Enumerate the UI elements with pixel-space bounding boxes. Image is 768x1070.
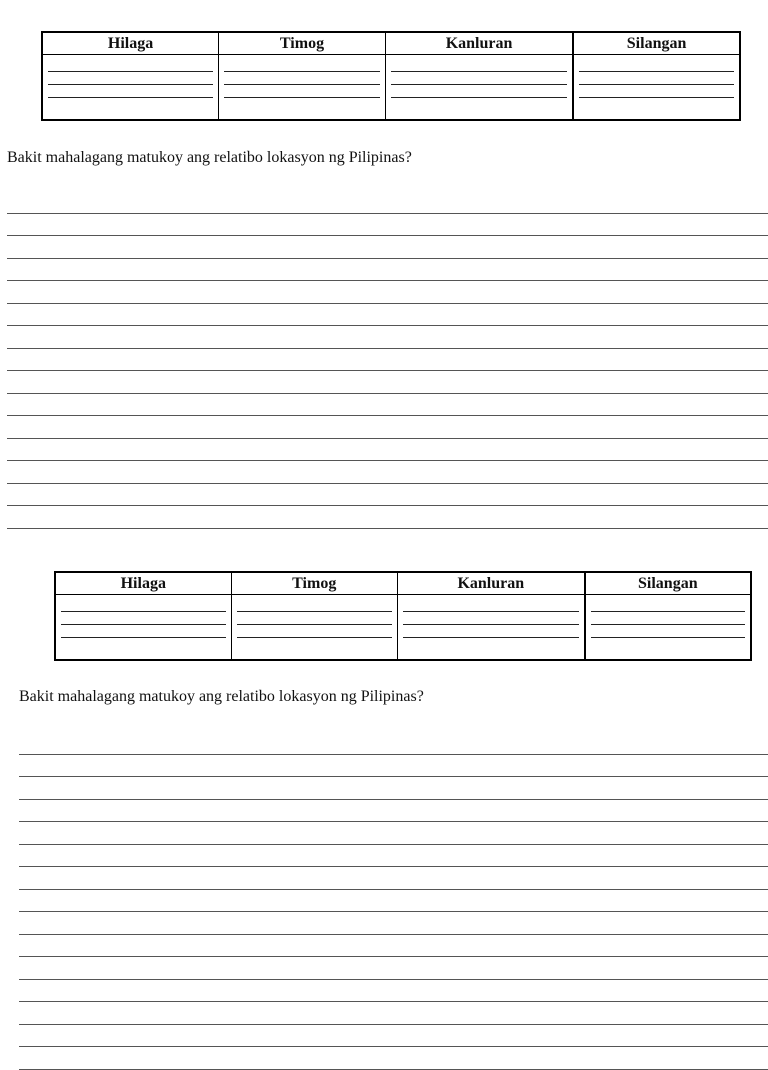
answer-line: [19, 777, 768, 800]
header-hilaga: Hilaga: [42, 32, 219, 55]
blank-line: [403, 637, 579, 638]
blank-line: [391, 84, 567, 85]
blank-line: [224, 84, 380, 85]
answer-line: [19, 935, 768, 958]
blank-line: [48, 71, 213, 72]
answer-line: [7, 461, 768, 484]
question-text: Bakit mahalagang matukoy ang relatibo lokasyon ng Pilipinas?: [7, 149, 412, 166]
answer-line: [19, 845, 768, 868]
answer-line: [19, 800, 768, 823]
answer-line: [19, 1025, 768, 1048]
answer-lines[interactable]: [19, 732, 768, 1070]
table-header-row: [55, 572, 751, 595]
blank-line: [391, 71, 567, 72]
blank-line: [224, 97, 380, 98]
silangan-answer-cell[interactable]: [585, 595, 751, 661]
direction-table: [41, 31, 741, 121]
blank-line: [61, 611, 226, 612]
blank-line: [237, 611, 392, 612]
header-kanluran: Kanluran: [385, 32, 573, 55]
timog-answer-cell[interactable]: [219, 55, 386, 121]
blank-line: [591, 624, 745, 625]
blank-line: [237, 637, 392, 638]
blank-line: [61, 637, 226, 638]
header-kanluran: Kanluran: [397, 572, 584, 595]
answer-line: [7, 259, 768, 282]
answer-line: [19, 980, 768, 1003]
question-text: Bakit mahalagang matukoy ang relatibo lokasyon ng Pilipinas?: [19, 688, 424, 705]
silangan-answer-cell[interactable]: [573, 55, 740, 121]
blank-line: [579, 97, 734, 98]
timog-answer-cell[interactable]: [231, 595, 397, 661]
blank-line: [591, 637, 745, 638]
answer-line: [19, 1047, 768, 1070]
blank-line: [579, 84, 734, 85]
answer-line: [7, 304, 768, 327]
blank-line: [237, 624, 392, 625]
hilaga-answer-cell[interactable]: [42, 55, 219, 121]
header-silangan: Silangan: [585, 572, 751, 595]
blank-line: [403, 624, 579, 625]
answer-line: [7, 236, 768, 259]
answer-line: [19, 957, 768, 980]
header-hilaga: Hilaga: [55, 572, 231, 595]
answer-line: [7, 371, 768, 394]
answer-lines[interactable]: [7, 191, 768, 529]
answer-line: [19, 822, 768, 845]
blank-line: [579, 71, 734, 72]
blank-line: [61, 624, 226, 625]
blank-line: [48, 97, 213, 98]
kanluran-answer-cell[interactable]: [385, 55, 573, 121]
answer-line: [19, 867, 768, 890]
answer-line: [7, 416, 768, 439]
kanluran-answer-cell[interactable]: [397, 595, 584, 661]
table-header-row: [42, 32, 740, 55]
direction-table: [54, 571, 752, 661]
table-row: [42, 55, 740, 121]
blank-line: [48, 84, 213, 85]
blank-line: [391, 97, 567, 98]
answer-line: [19, 890, 768, 913]
answer-line: [19, 912, 768, 935]
hilaga-answer-cell[interactable]: [55, 595, 231, 661]
answer-line: [7, 506, 768, 529]
answer-line: [7, 394, 768, 417]
answer-line: [7, 439, 768, 462]
header-timog: Timog: [219, 32, 386, 55]
blank-line: [403, 611, 579, 612]
answer-line: [19, 1002, 768, 1025]
answer-line: [7, 484, 768, 507]
answer-line: [7, 349, 768, 372]
answer-line: [7, 191, 768, 214]
answer-line: [7, 214, 768, 237]
answer-line: [19, 755, 768, 778]
table-row: [55, 595, 751, 661]
blank-line: [224, 71, 380, 72]
blank-line: [591, 611, 745, 612]
header-silangan: Silangan: [573, 32, 740, 55]
header-timog: Timog: [231, 572, 397, 595]
answer-line: [7, 326, 768, 349]
answer-line: [7, 281, 768, 304]
answer-line: [19, 732, 768, 755]
